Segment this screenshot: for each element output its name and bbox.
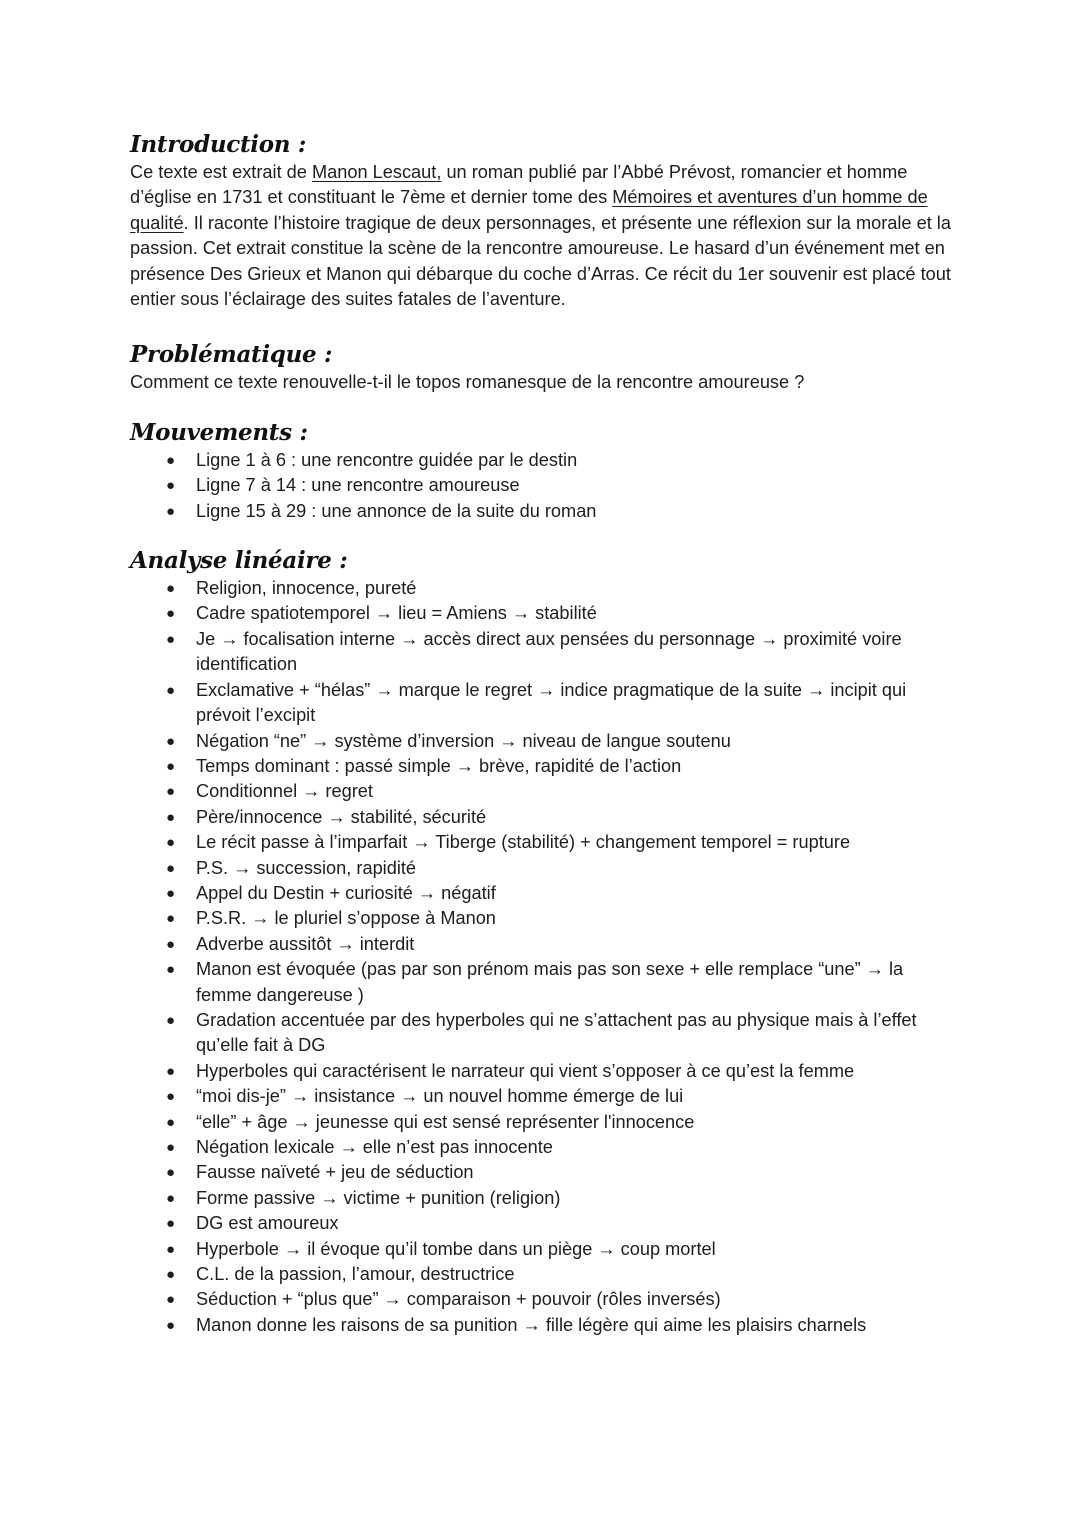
list-item-text: Forme passive → victime + punition (religion)	[196, 1187, 561, 1208]
bullet-icon: ●	[166, 910, 176, 928]
list-item	[130, 1160, 960, 1185]
bullet-icon: ●	[166, 1139, 176, 1156]
list-item-text: Hyperboles qui caractérisent le narrateur qui vient s’opposer à ce qu’est la femme	[196, 1060, 855, 1081]
introduction-heading: Introduction :	[130, 131, 307, 158]
list-item-text: Manon donne les raisons de sa punition → fille légère qui aime les plaisirs charnels	[196, 1314, 867, 1335]
list-item	[130, 473, 960, 498]
list-item	[130, 881, 960, 906]
list-item-text: Je → focalisation interne → accès direct aux pensées du personnage → proximité voire identification	[196, 628, 902, 675]
bullet-icon: ●	[166, 502, 176, 520]
bullet-icon: ●	[166, 1215, 176, 1233]
bullet-icon: ●	[166, 1088, 176, 1106]
problematique-section	[130, 340, 960, 395]
bullet-icon: ●	[166, 783, 176, 801]
list-item-text: Gradation accentuée par des hyperboles qui ne s’attachent pas au physique mais à l’effet qu’elle fait à DG	[196, 1009, 917, 1056]
list-item	[130, 499, 960, 524]
list-item	[130, 779, 960, 804]
list-item	[130, 856, 960, 881]
list-item-text: “moi dis-je” → insistance → un nouvel homme émerge de lui	[196, 1086, 684, 1107]
list-item-text: Conditionnel → regret	[196, 781, 373, 802]
list-item-text: Père/innocence → stabilité, sécurité	[196, 806, 487, 827]
list-item	[130, 1008, 960, 1059]
analyse-list	[130, 576, 960, 1338]
list-item-text: Ligne 1 à 6 : une rencontre guidée par le destin	[196, 449, 578, 470]
list-item	[130, 1287, 960, 1312]
bullet-icon: ●	[166, 605, 176, 623]
bullet-icon: ●	[166, 1189, 176, 1207]
list-item-text: P.S.R. → le pluriel s’oppose à Manon	[196, 908, 496, 929]
list-item	[130, 1262, 960, 1287]
list-item-text: P.S. → succession, rapidité	[196, 857, 417, 878]
bullet-icon: ●	[166, 451, 176, 469]
list-item	[130, 830, 960, 855]
bullet-icon: ●	[166, 757, 176, 775]
list-item-text: Hyperbole → il évoque qu’il tombe dans un piège → coup mortel	[196, 1238, 716, 1259]
list-item	[130, 1237, 960, 1262]
title-manon-lescaut: Manon Lescaut,	[311, 162, 442, 182]
list-item	[130, 906, 960, 931]
bullet-icon: ●	[166, 477, 176, 495]
bullet-icon: ●	[166, 1011, 176, 1029]
list-item-text: Le récit passe à l’imparfait → Tiberge (stabilité) + changement temporel = rupture	[196, 832, 851, 853]
list-item-text: Appel du Destin + curiosité → négatif	[196, 882, 496, 903]
list-item-text: DG est amoureux	[196, 1213, 339, 1234]
list-item	[130, 1313, 960, 1338]
title-memoires: Mémoires et aventures d’un homme de qualité	[130, 187, 928, 233]
document-page	[130, 130, 960, 1360]
bullet-icon: ●	[166, 580, 176, 598]
list-item	[130, 576, 960, 601]
bullet-icon: ●	[166, 1291, 176, 1309]
bullet-icon: ●	[166, 884, 176, 902]
list-item	[130, 957, 960, 1008]
list-item-text: Négation “ne” → système d’inversion → niveau de langue soutenu	[196, 730, 731, 751]
mouvements-heading: Mouvements :	[130, 418, 308, 446]
mouvements-section	[130, 418, 960, 524]
list-item-text: Cadre spatiotemporel → lieu = Amiens → stabilité	[196, 603, 597, 624]
list-item	[130, 448, 960, 473]
bullet-icon: ●	[166, 681, 176, 699]
list-item	[130, 678, 960, 729]
bullet-icon: ●	[166, 732, 176, 750]
list-item	[130, 1211, 960, 1236]
list-item	[130, 1084, 960, 1109]
bullet-icon: ●	[166, 834, 176, 852]
list-item	[130, 1135, 960, 1160]
list-item-text: Religion, innocence, pureté	[196, 578, 417, 599]
bullet-icon: ●	[166, 1240, 176, 1258]
list-item-text: “elle” + âge → jeunesse qui est sensé représenter l'innocence	[196, 1111, 695, 1132]
intro-text-2: un roman publié par l’Abbé Prévost, romancier et homme d’église en 1731 et constituant le 7ème et dernier tome des	[130, 162, 908, 208]
introduction-paragraph	[130, 160, 960, 312]
list-item-text: Fausse naïveté + jeu de séduction	[196, 1162, 474, 1183]
list-item	[130, 601, 960, 626]
bullet-icon: ●	[166, 1164, 176, 1182]
problematique-heading: Problématique :	[130, 341, 333, 369]
list-item	[130, 932, 960, 957]
bullet-icon: ●	[166, 1113, 176, 1131]
intro-text-3: . Il raconte l’histoire tragique de deux personnages, et présente une réflexion sur la morale et la passion. Cet extrait constitue la scène de la rencontre amoureuse. Le hasard d’un événement met en présence Des Grieux et Manon qui débarque du coche d’Arras. Ce récit du 1er souvenir est placé tout entier sous l’éclairage des suites fatales de l’aventure.	[130, 212, 951, 310]
introduction-section	[130, 130, 960, 312]
bullet-icon: ●	[166, 1316, 176, 1334]
bullet-icon: ●	[166, 808, 176, 826]
list-item-text: Séduction + “plus que” → comparaison + pouvoir (rôles inversés)	[196, 1289, 721, 1310]
analyse-section	[130, 546, 960, 1338]
problematique-text: Comment ce texte renouvelle-t-il le topos romanesque de la rencontre amoureuse ?	[130, 372, 805, 393]
bullet-icon: ●	[166, 1266, 176, 1284]
list-item	[130, 1059, 960, 1084]
bullet-icon: ●	[166, 859, 176, 877]
list-item-text: Manon est évoquée (pas par son prénom mais pas son sexe + elle remplace “une” → la femme dangereuse )	[196, 959, 904, 1005]
list-item-text: Adverbe aussitôt → interdit	[196, 933, 415, 954]
list-item-text: Ligne 7 à 14 : une rencontre amoureuse	[196, 475, 520, 496]
list-item	[130, 805, 960, 830]
list-item-text: C.L. de la passion, l’amour, destructrice	[196, 1264, 515, 1285]
list-item-text: Ligne 15 à 29 : une annonce de la suite du roman	[196, 500, 597, 521]
bullet-icon: ●	[166, 1062, 176, 1080]
list-item	[130, 1110, 960, 1135]
list-item-text: Temps dominant : passé simple → brève, rapidité de l’action	[196, 755, 682, 776]
bullet-icon: ●	[166, 961, 176, 979]
list-item	[130, 627, 960, 678]
list-item	[130, 729, 960, 754]
list-item	[130, 754, 960, 779]
list-item	[130, 1186, 960, 1211]
list-item-text: Exclamative + “hélas” → marque le regret → indice pragmatique de la suite → incipit qui prévoit l’excipit	[196, 679, 907, 726]
bullet-icon: ●	[166, 630, 176, 648]
bullet-icon: ●	[166, 935, 176, 953]
mouvements-list	[130, 448, 960, 524]
intro-text-1: Ce texte est extrait de	[130, 162, 312, 182]
analyse-heading: Analyse linéaire :	[130, 547, 348, 575]
list-item-text: Négation lexicale → elle n’est pas innocente	[196, 1137, 553, 1157]
